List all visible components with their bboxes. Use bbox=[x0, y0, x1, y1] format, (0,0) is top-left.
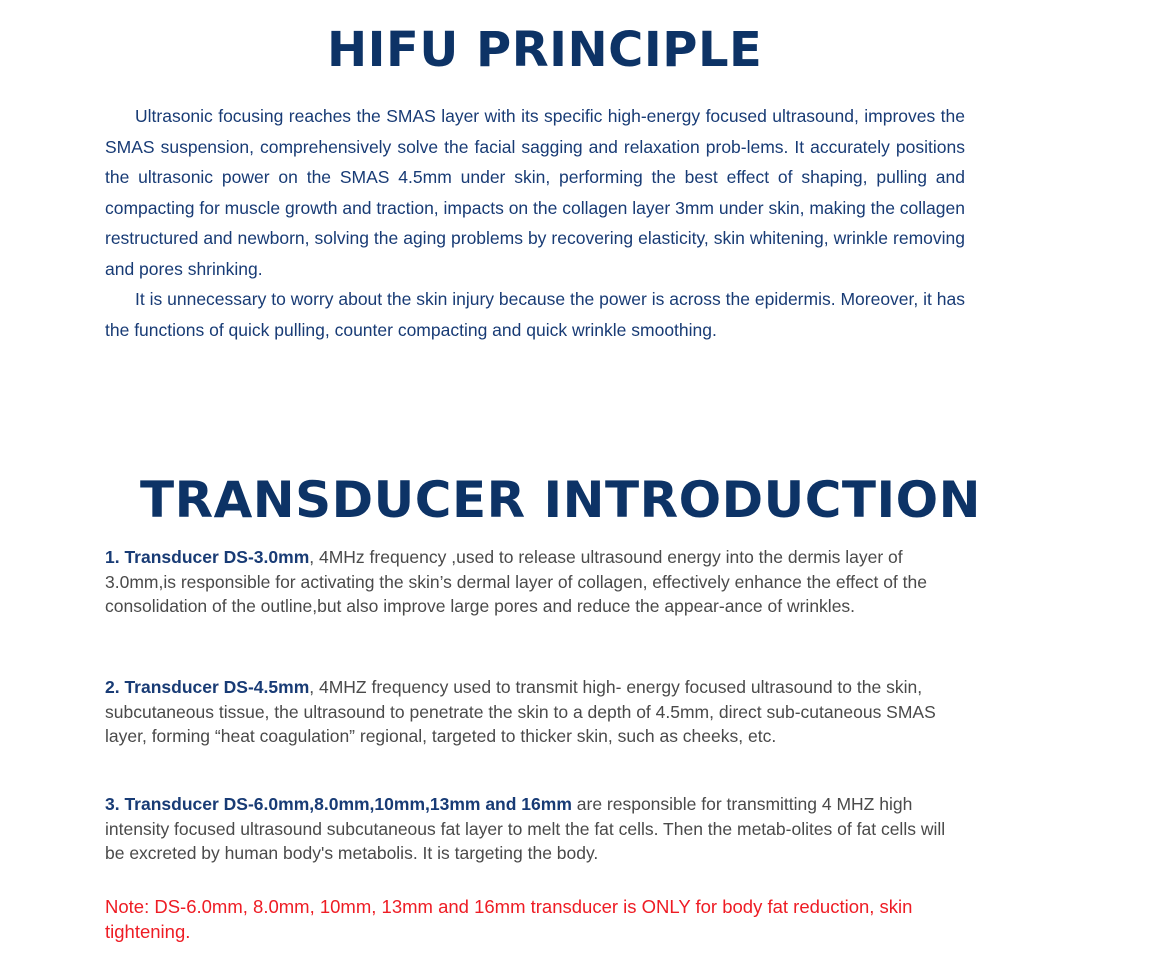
transducer-item-3-text: are responsible for transmitting 4 MHZ high intensity focused ultrasound subcutaneous fat layer to melt the fat cells. Then the metab-olites of fat cells will be excreted by human body's metabolis. It is targeting the body. bbox=[105, 794, 946, 863]
hifu-paragraph-2: It is unnecessary to worry about the skin injury because the power is across the epidermis. Moreover, it has the functions of quick pulling, counter compacting and quick wrinkle smoothing. bbox=[105, 289, 965, 340]
hifu-principle-body bbox=[105, 101, 965, 345]
transducer-item-2 bbox=[105, 675, 960, 749]
transducer-note: Note: DS-6.0mm, 8.0mm, 10mm, 13mm and 16mm transducer is ONLY for body fat reduction, skin tightening. bbox=[105, 896, 913, 942]
transducer-item-2-text: , 4MHZ frequency used to transmit high- energy focused ultrasound to the skin, subcutaneous tissue, the ultrasound to penetrate the skin to a depth of 4.5mm, direct sub-cutaneous SMAS layer, forming “heat coagulation” regional, targeted to thicker skin, such as cheeks, etc. bbox=[105, 677, 936, 746]
transducer-introduction-title: TRANSDUCER INTRODUCTION bbox=[140, 471, 981, 529]
transducer-item-1 bbox=[105, 545, 960, 619]
transducer-item-1-text: , 4MHz frequency ,used to release ultrasound energy into the dermis layer of 3.0mm,is responsible for activating the skin’s dermal layer of collagen, effectively enhance the effect of the consolidation of the outline,but also improve large pores and reduce the appear-ance of wrinkles. bbox=[105, 547, 927, 616]
transducer-item-1-lead: 1. Transducer DS-3.0mm bbox=[105, 547, 310, 567]
transducer-item-2-lead: 2. Transducer DS-4.5mm bbox=[105, 677, 310, 697]
hifu-principle-title: HIFU PRINCIPLE bbox=[327, 22, 763, 78]
transducer-item-3-lead: 3. Transducer DS-6.0mm,8.0mm,10mm,13mm and 16mm bbox=[105, 794, 572, 814]
transducer-item-3 bbox=[105, 792, 960, 866]
hifu-paragraph-1: Ultrasonic focusing reaches the SMAS layer with its specific high-energy focused ultrasound, improves the SMAS suspension, comprehensively solve the facial sagging and relaxation prob-lems. It accurately positions the ultrasonic power on the SMAS 4.5mm under skin, performing the best effect of shaping, pulling and compacting for muscle growth and traction, impacts on the collagen layer 3mm under skin, making the collagen restructured and newborn, solving the aging problems by recovering elasticity, skin whitening, wrinkle removing and pores shrinking. bbox=[105, 106, 965, 279]
